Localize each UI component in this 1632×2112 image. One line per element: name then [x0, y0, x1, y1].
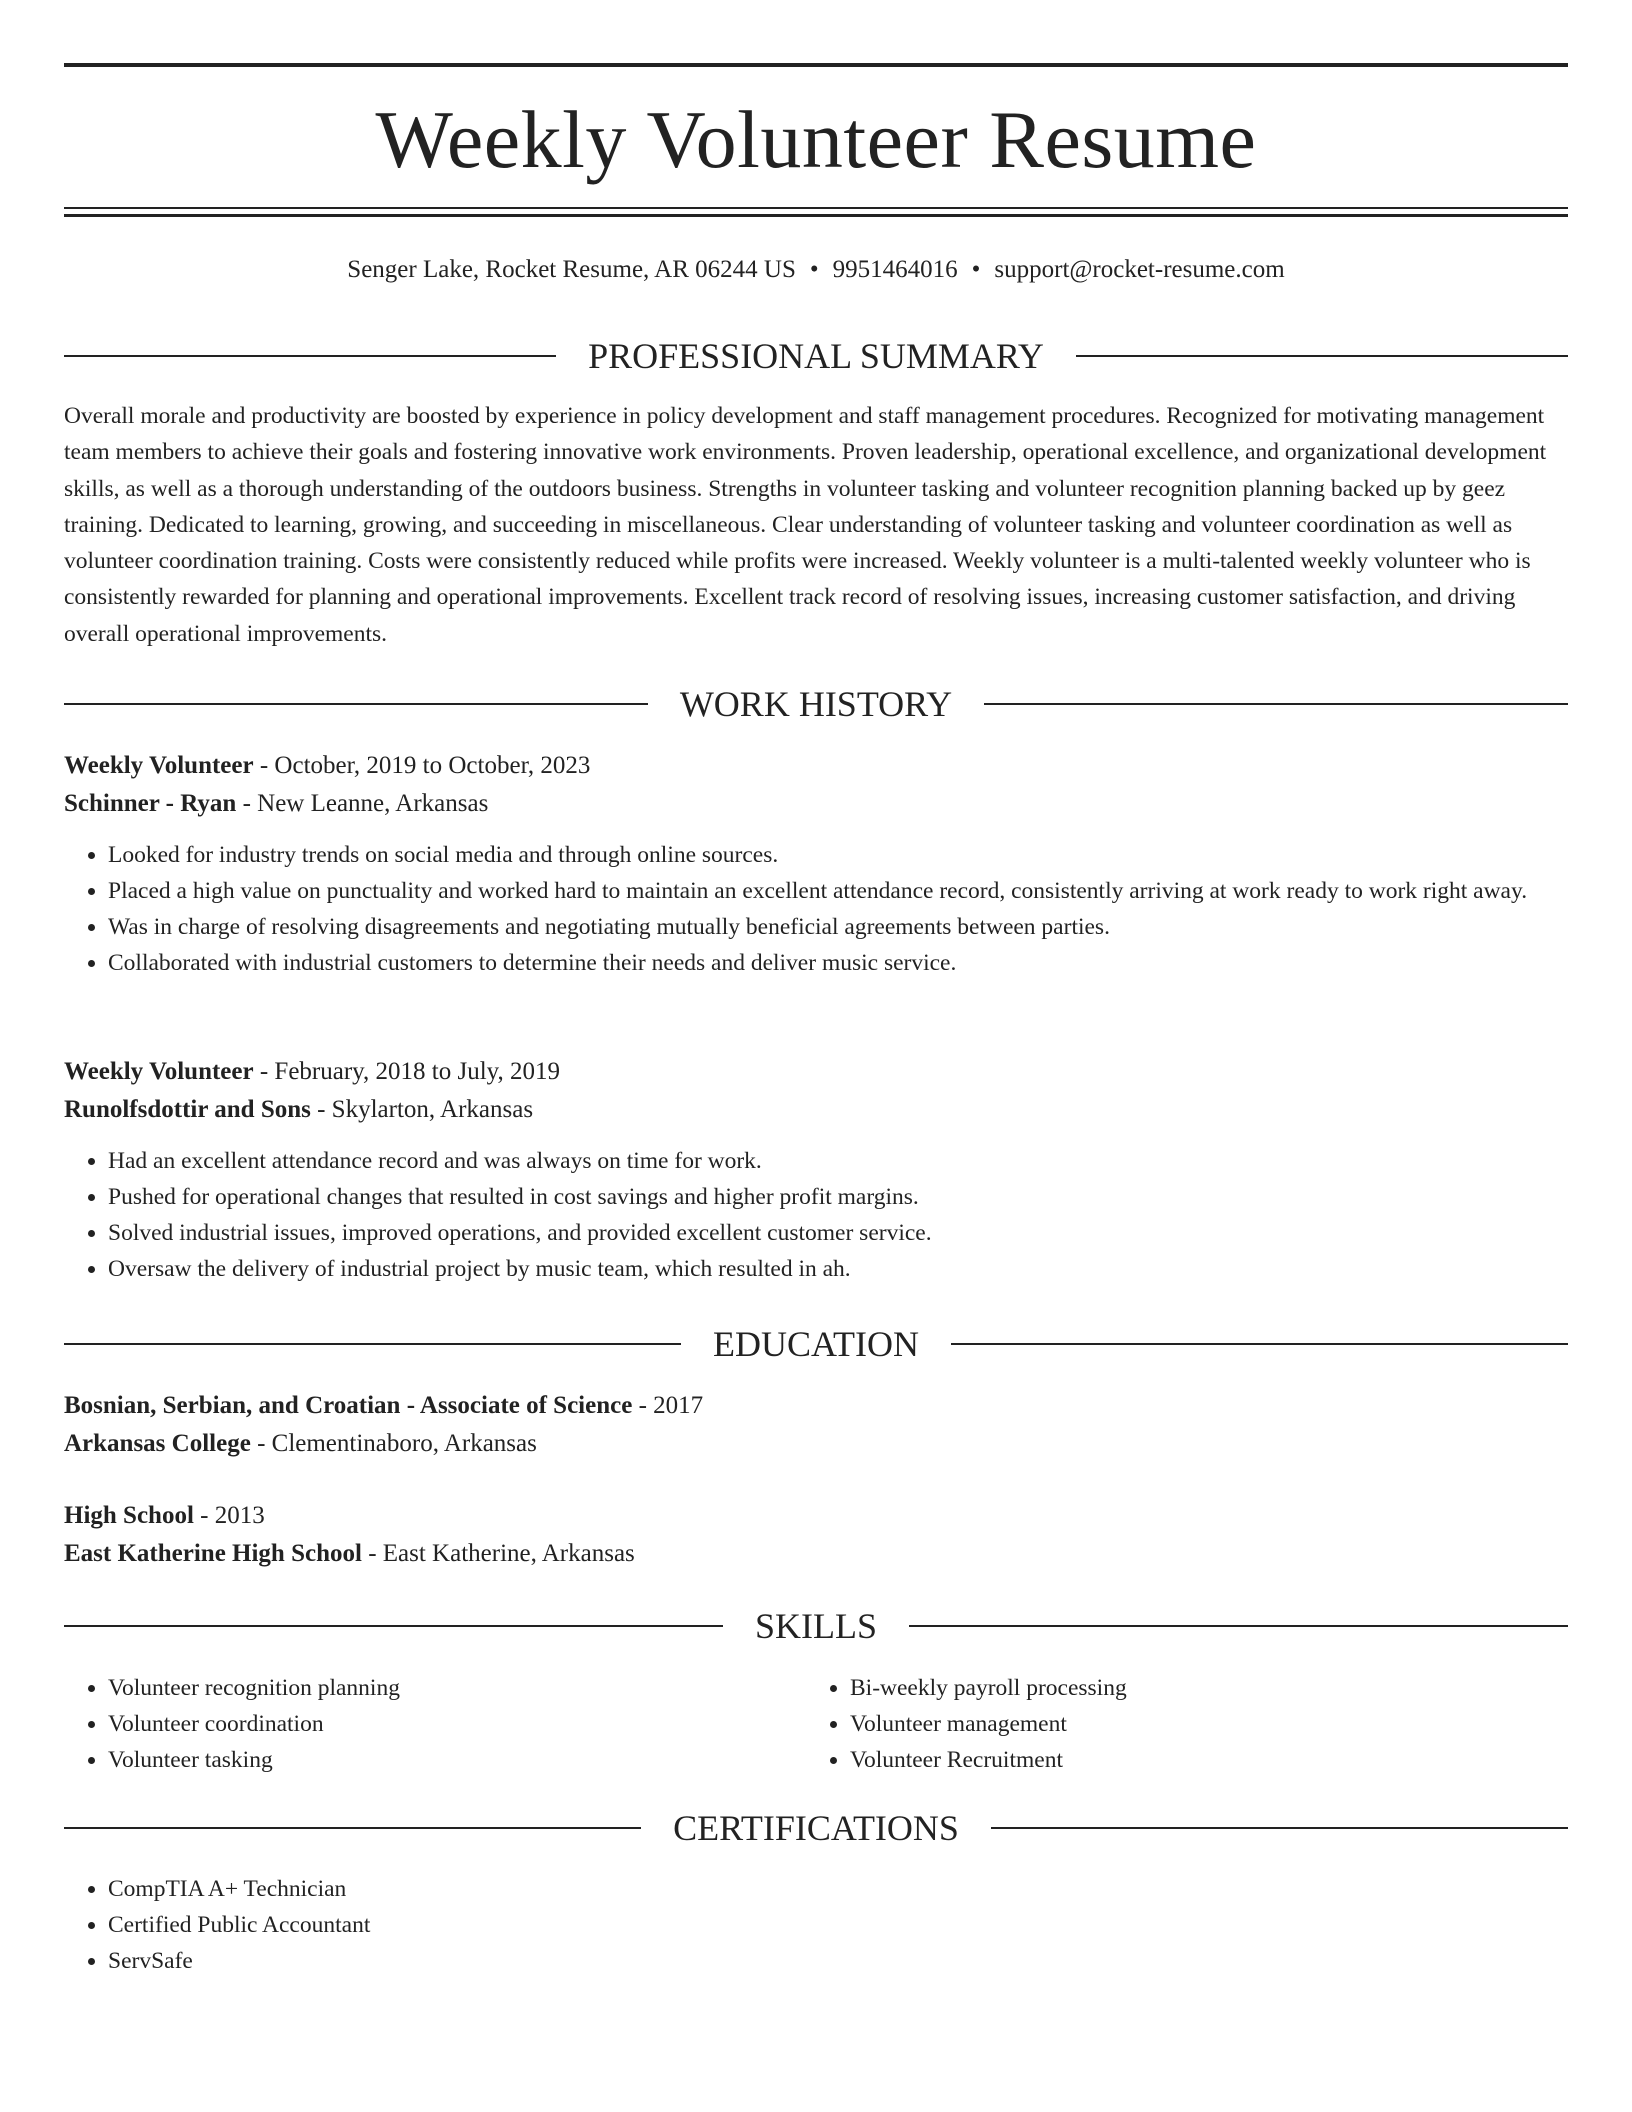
- title-rule-upper: [64, 207, 1568, 209]
- job-entry: [64, 747, 1568, 981]
- list-item: • Solved industrial issues, improved operations, and provided excellent customer service.: [108, 1215, 1568, 1251]
- section-heading-summary: [64, 334, 1568, 378]
- heading-rule: [1076, 355, 1568, 357]
- section-heading-label: SKILLS: [755, 1606, 878, 1646]
- heading-rule: [64, 355, 556, 357]
- resume-title: Weekly Volunteer Resume: [375, 94, 1257, 185]
- education-location: - Clementinaboro, Arkansas: [250, 1430, 537, 1457]
- list-item: • ServSafe: [108, 1943, 1568, 1979]
- job-title: Weekly Volunteer: [64, 752, 254, 779]
- skills-column-right: [806, 1670, 1506, 1778]
- list-item: • Volunteer coordination: [108, 1706, 764, 1742]
- heading-rule: [64, 1343, 681, 1345]
- contact-line: [64, 254, 1568, 286]
- job-title-line: [64, 747, 1568, 785]
- job-location: - New Leanne, Arkansas: [236, 790, 489, 817]
- education-degree: Bosnian, Serbian, and Croatian - Associate of Science: [64, 1392, 633, 1419]
- heading-rule: [909, 1625, 1568, 1627]
- section-heading-skills: [64, 1604, 1568, 1648]
- heading-rule: [951, 1343, 1568, 1345]
- job-dates: - October, 2019 to October, 2023: [253, 752, 591, 779]
- contact-phone: 9951464016: [832, 256, 958, 283]
- heading-rule: [984, 703, 1568, 705]
- skills-column-left: [64, 1670, 764, 1778]
- certifications-list: [64, 1871, 1568, 1979]
- contact-email: support@rocket-resume.com: [994, 256, 1285, 283]
- list-item: • Placed a high value on punctuality and worked hard to maintain an excellent attendance record, consistently arriving at work ready to work right away.: [108, 873, 1568, 909]
- section-heading-education: [64, 1322, 1568, 1366]
- education-year: - 2017: [632, 1392, 704, 1419]
- education-entry: [64, 1387, 1568, 1463]
- summary-text: Overall morale and productivity are boosted by experience in policy development and staff management procedures. Recognized for motivating management team members to achieve their goals and fostering innovative work environments. Proven leadership, operational excellence, and organizational development skills, as well as a thorough understanding of the outdoors business. Strengths in volunteer tasking and volunteer recognition planning backed up by geez training. Dedicated to learning, growing, and succeeding in miscellaneous. Clear understanding of volunteer tasking and volunteer coordination as well as volunteer coordination training. Costs were consistently reduced while profits were increased. Weekly volunteer is a multi-talented weekly volunteer who is consistently rewarded for planning and operational improvements. Excellent track record of resolving issues, increasing customer satisfaction, and driving overall operational improvements.: [64, 403, 1547, 647]
- top-rule: [64, 63, 1568, 67]
- contact-separator: •: [971, 256, 981, 283]
- section-heading-label: CERTIFICATIONS: [673, 1808, 959, 1848]
- education-degree-line: [64, 1387, 1568, 1425]
- list-item: • Oversaw the delivery of industrial project by music team, which resulted in ah.: [108, 1251, 1568, 1287]
- education-year: - 2013: [193, 1502, 265, 1529]
- job-company-line: [64, 785, 1568, 823]
- section-heading-label: PROFESSIONAL SUMMARY: [588, 336, 1044, 376]
- education-degree: High School: [64, 1502, 194, 1529]
- job-bullets: [64, 837, 1568, 981]
- heading-rule: [64, 703, 648, 705]
- section-heading-label: WORK HISTORY: [679, 684, 953, 724]
- job-bullets: [64, 1143, 1568, 1287]
- section-heading-work-history: [64, 682, 1568, 726]
- list-item: • Volunteer management: [850, 1706, 1506, 1742]
- education-school-line: [64, 1425, 1568, 1463]
- list-item: • Looked for industry trends on social media and through online sources.: [108, 837, 1568, 873]
- certifications-list-wrap: [64, 1871, 1568, 1979]
- title-rule-lower: [64, 214, 1568, 217]
- job-title-line: [64, 1053, 1568, 1091]
- list-item: • Was in charge of resolving disagreements and negotiating mutually beneficial agreements between parties.: [108, 909, 1568, 945]
- skills-list: [806, 1670, 1506, 1778]
- job-dates: - February, 2018 to July, 2019: [253, 1058, 561, 1085]
- education-entry: [64, 1497, 1568, 1573]
- list-item: • Pushed for operational changes that resulted in cost savings and higher profit margins.: [108, 1179, 1568, 1215]
- section-heading-certifications: [64, 1806, 1568, 1850]
- list-item: • Volunteer tasking: [108, 1742, 764, 1778]
- education-school: Arkansas College: [64, 1430, 251, 1457]
- contact-separator: •: [809, 256, 819, 283]
- job-company-line: [64, 1091, 1568, 1129]
- list-item: • CompTIA A+ Technician: [108, 1871, 1568, 1907]
- list-item: • Bi-weekly payroll processing: [850, 1670, 1506, 1706]
- job-entry: [64, 1053, 1568, 1287]
- skills-list: [64, 1670, 764, 1778]
- list-item: • Certified Public Accountant: [108, 1907, 1568, 1943]
- education-school: East Katherine High School: [64, 1540, 362, 1567]
- job-company: Schinner - Ryan: [64, 790, 237, 817]
- education-degree-line: [64, 1497, 1568, 1535]
- education-location: - East Katherine, Arkansas: [361, 1540, 635, 1567]
- list-item: • Collaborated with industrial customers to determine their needs and deliver music service.: [108, 945, 1568, 981]
- list-item: • Had an excellent attendance record and was always on time for work.: [108, 1143, 1568, 1179]
- job-company: Runolfsdottir and Sons: [64, 1096, 311, 1123]
- list-item: • Volunteer recognition planning: [108, 1670, 764, 1706]
- job-title: Weekly Volunteer: [64, 1058, 254, 1085]
- heading-rule: [64, 1827, 641, 1829]
- heading-rule: [64, 1625, 723, 1627]
- job-location: - Skylarton, Arkansas: [310, 1096, 534, 1123]
- list-item: • Volunteer Recruitment: [850, 1742, 1506, 1778]
- contact-address: Senger Lake, Rocket Resume, AR 06244 US: [347, 256, 796, 283]
- heading-rule: [991, 1827, 1568, 1829]
- education-school-line: [64, 1535, 1568, 1573]
- section-heading-label: EDUCATION: [713, 1324, 919, 1364]
